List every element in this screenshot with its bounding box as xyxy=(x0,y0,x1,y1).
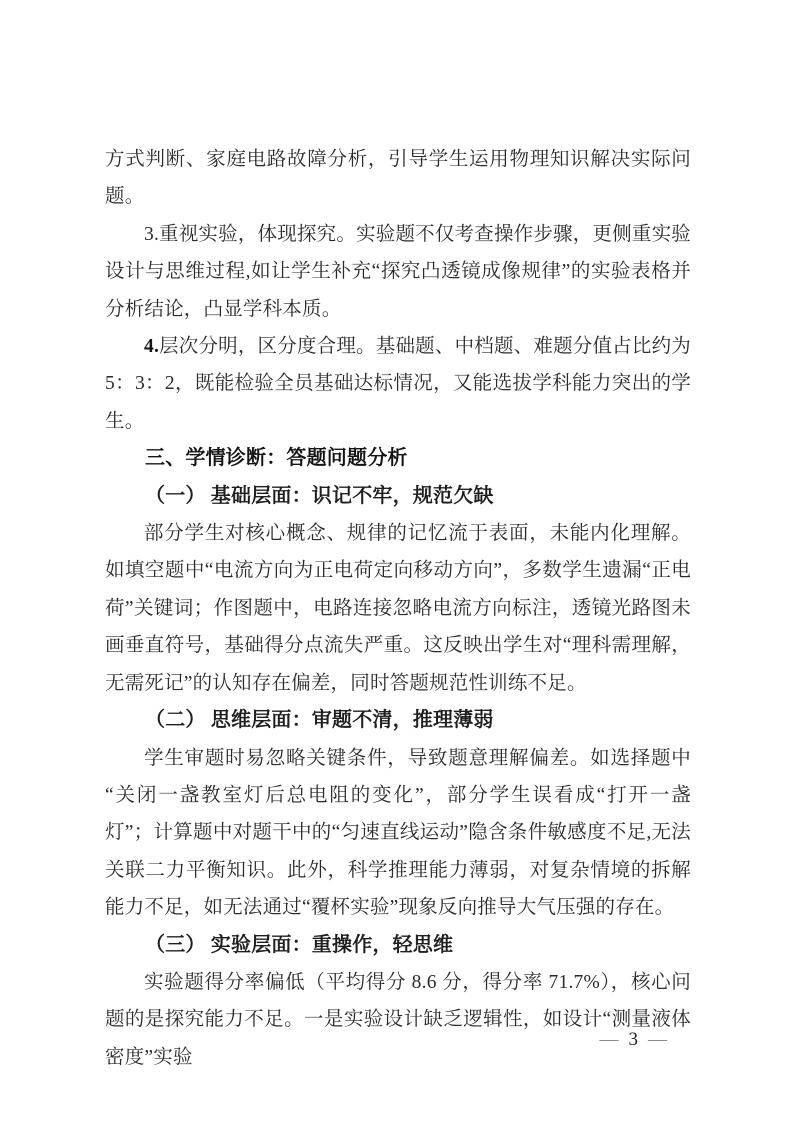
section-heading: 三、学情诊断：答题问题分析 xyxy=(145,447,408,470)
paragraph-thinking: 学生审题时易忽略关键条件，导致题意理解偏差。如选择题中“关闭一盏教室灯后总电阻的变化”，部分学生误看成“打开一盏灯”；计算题中对题干中的“匀速直线运动”隐含条件敏感度不足,无法关联二力平衡知识。此外，科学推理能力薄弱，对复杂情境的拆解能力不足，如无法通过“覆杯实验”现象反向推导大气压强的存在。 xyxy=(105,747,691,919)
page-number-value: 3 xyxy=(628,1029,638,1050)
paragraph-point-3: 3.重视实验，体现探究。实验题不仅考查操作步骤，更侧重实验设计与思维过程,如让学生补充“探究凸透镜成像规律”的实验表格并分析结论，凸显学科本质。 xyxy=(105,223,691,320)
paragraph-basics: 部分学生对核心概念、规律的记忆流于表面，未能内化理解。如填空题中“电流方向为正电荷定向移动方向”，多数学生遗漏“正电荷”关键词；作图题中，电路连接忽略电流方向标注，透镜光路图未画垂直符号，基础得分点流失严重。这反映出学生对“理科需理解，无需死记”的认知存在偏差，同时答题规范性训练不足。 xyxy=(105,523,691,694)
list-number: 4. xyxy=(144,336,160,358)
document-body xyxy=(105,141,691,1076)
page-number xyxy=(600,1028,668,1052)
page-number-dash-left: — xyxy=(599,1029,619,1050)
paragraph-experiment: 实验题得分率偏低（平均得分 8.6 分，得分率 71.7%），核心问题的是探究能力不足。一是实验设计缺乏逻辑性，如设计“测量液体密度”实验 xyxy=(105,971,691,1068)
subsection-heading-3: （三） 实验层面：重操作，轻思维 xyxy=(145,933,454,956)
paragraph-point-4 xyxy=(105,328,691,440)
paragraph-continuation: 方式判断、家庭电路故障分析，引导学生运用物理知识解决实际问题。 xyxy=(105,149,691,208)
subsection-heading-1: （一） 基础层面：识记不牢，规范欠缺 xyxy=(145,484,494,507)
paragraph-text: 层次分明，区分度合理。基础题、中档题、难题分值占比约为 5：3：2，既能检验全员基础达标情况，又能选拔学科能力突出的学生。 xyxy=(105,336,691,432)
subsection-heading-2: （二） 思维层面：审题不清，推理薄弱 xyxy=(145,709,494,732)
page-number-dash-right: — xyxy=(648,1029,667,1050)
